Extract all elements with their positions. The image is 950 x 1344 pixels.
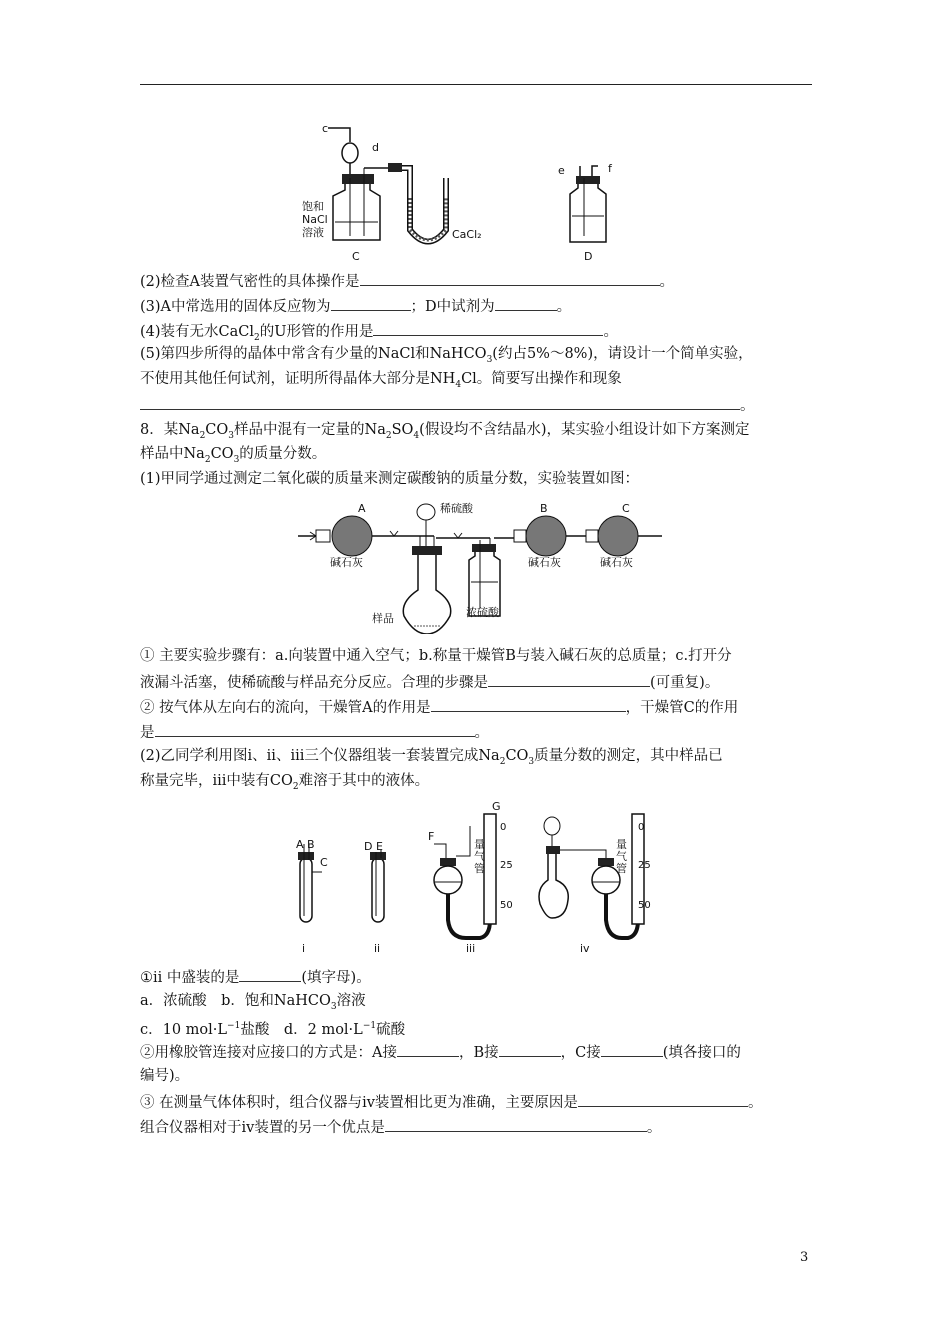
label-Cl: C xyxy=(320,856,328,869)
tick-iv-50: 50 xyxy=(638,900,651,911)
label-D: D xyxy=(584,250,593,263)
label-gauge-2: 气 xyxy=(474,850,485,863)
label-lime-1: 碱石灰 xyxy=(330,556,363,569)
q8-2-2-cont: 编号)。 xyxy=(140,1068,190,1084)
tick-50: 50 xyxy=(500,900,513,911)
figure-apparatus-c-d xyxy=(300,118,630,264)
q8-2: (2)乙同学利用图ⅰ、ⅱ、ⅲ三个仪器组装一套装置完成$Na_2CO_3$质量分数的测定，其中样品已 xyxy=(140,748,723,767)
label-d: d xyxy=(372,141,379,154)
tick-25: 25 xyxy=(500,860,513,871)
q8-1-2-cont: 是 。 xyxy=(140,721,489,743)
figure-co2-apparatus xyxy=(294,498,664,634)
label-f: f xyxy=(608,162,612,175)
label-iii: iii xyxy=(466,942,476,955)
label-nacl-2: NaCl xyxy=(302,213,328,226)
label-AB: A B xyxy=(296,838,315,851)
label-i: i xyxy=(302,942,306,955)
q8-2-3: ③ 在测量气体体积时，组合仪器与ⅳ装置相比更为准确，主要原因是 。 xyxy=(140,1091,762,1113)
label-A: A xyxy=(358,502,366,515)
q8-1-1-cont: 液漏斗活塞，使稀硫酸与样品充分反应。合理的步骤是 (可重复)。 xyxy=(140,671,719,693)
option-a-b: a．浓硫酸 b．饱和NaHCO$_3$溶液 xyxy=(140,993,366,1012)
label-acid: 稀硫酸 xyxy=(440,502,473,515)
q7-4: (4)装有无水CaCl$_2$的U形管的作用是 。 xyxy=(140,320,618,348)
label-lime-2: 碱石灰 xyxy=(528,556,561,569)
label-gauge-1: 量 xyxy=(474,838,485,851)
q8-2-2: ②用橡胶管连接对应接口的方式是：A接 ，B接 ，C接 (填各接口的 xyxy=(140,1041,741,1063)
label-C: C xyxy=(622,502,630,515)
q8-2-1: ①ⅱ 中盛装的是 (填字母)。 xyxy=(140,966,371,988)
option-c-d: c．10 $mol\cdot L^{-1}$盐酸 d．2 $mol\cdot L^{-1}$硫酸 xyxy=(140,1021,406,1038)
label-lime-3: 碱石灰 xyxy=(600,556,633,569)
tick-iv-25: 25 xyxy=(638,860,651,871)
label-nacl-1: 饱和 xyxy=(302,200,324,213)
q8-1: (1)甲同学通过测定二氧化碳的质量来测定碳酸钠的质量分数，实验装置如图： xyxy=(140,471,640,487)
q7-5-cont: 不使用其他任何试剂，证明所得晶体大部分是$NH_4Cl$。简要写出操作和现象 xyxy=(140,371,622,390)
q7-5: (5)第四步所得的晶体中常含有少量的NaCl和NaHCO$_3$(约占5%～8%)，请设计一个简单实验， xyxy=(140,346,753,365)
label-gauge-iv-1: 量 xyxy=(616,838,627,851)
label-e: e xyxy=(558,164,565,177)
tick-iv-0: 0 xyxy=(638,822,645,833)
label-B: B xyxy=(540,502,548,515)
label-sample: 样品 xyxy=(372,612,394,625)
q8-2-cont: 称量完毕，ⅲ中装有$CO_2$难溶于其中的液体。 xyxy=(140,773,430,792)
label-h2so4: 浓硫酸 xyxy=(466,606,499,619)
q8-2-4: 组合仪器相对于ⅳ装置的另一个优点是 。 xyxy=(140,1116,661,1138)
q8-1-1: ① 主要实验步骤有：a.向装置中通入空气；b.称量干燥管B与装入碱石灰的总质量；c.打开分 xyxy=(140,648,732,664)
label-ii: ii xyxy=(374,942,381,955)
label-c: c xyxy=(322,122,329,135)
q8-1-2: ② 按气体从左向右的流向，干燥管A的作用是 ，干燥管C的作用 xyxy=(140,696,738,718)
q8-intro-cont: 样品中$Na_2CO_3$的质量分数。 xyxy=(140,446,327,465)
label-gauge-iv-2: 气 xyxy=(616,850,627,863)
q7-3: (3)A中常选用的固体反应物为 ；D中试剂为 。 xyxy=(140,295,571,317)
label-gauge-3: 管 xyxy=(474,862,485,875)
label-C: C xyxy=(352,250,360,263)
label-F: F xyxy=(428,830,435,843)
tick-0: 0 xyxy=(500,822,507,833)
label-cacl2: CaCl₂ xyxy=(452,228,482,241)
q7-5-answer: 。 xyxy=(140,394,755,416)
header-rule xyxy=(140,84,812,85)
label-DE: D E xyxy=(364,840,383,853)
q7-2: (2)检查A装置气密性的具体操作是 。 xyxy=(140,270,674,292)
label-G: G xyxy=(492,800,501,813)
page-number: 3 xyxy=(800,1250,809,1265)
q8-intro: 8．某$Na_2CO_3$样品中混有一定量的$Na_2SO_4$(假设均不含结晶水)，某实验小组设计如下方案测定 xyxy=(140,422,750,441)
label-nacl-3: 溶液 xyxy=(302,226,324,239)
label-iv: iv xyxy=(580,942,590,955)
label-gauge-iv-3: 管 xyxy=(616,862,627,875)
figure-gas-measurement xyxy=(290,800,670,962)
